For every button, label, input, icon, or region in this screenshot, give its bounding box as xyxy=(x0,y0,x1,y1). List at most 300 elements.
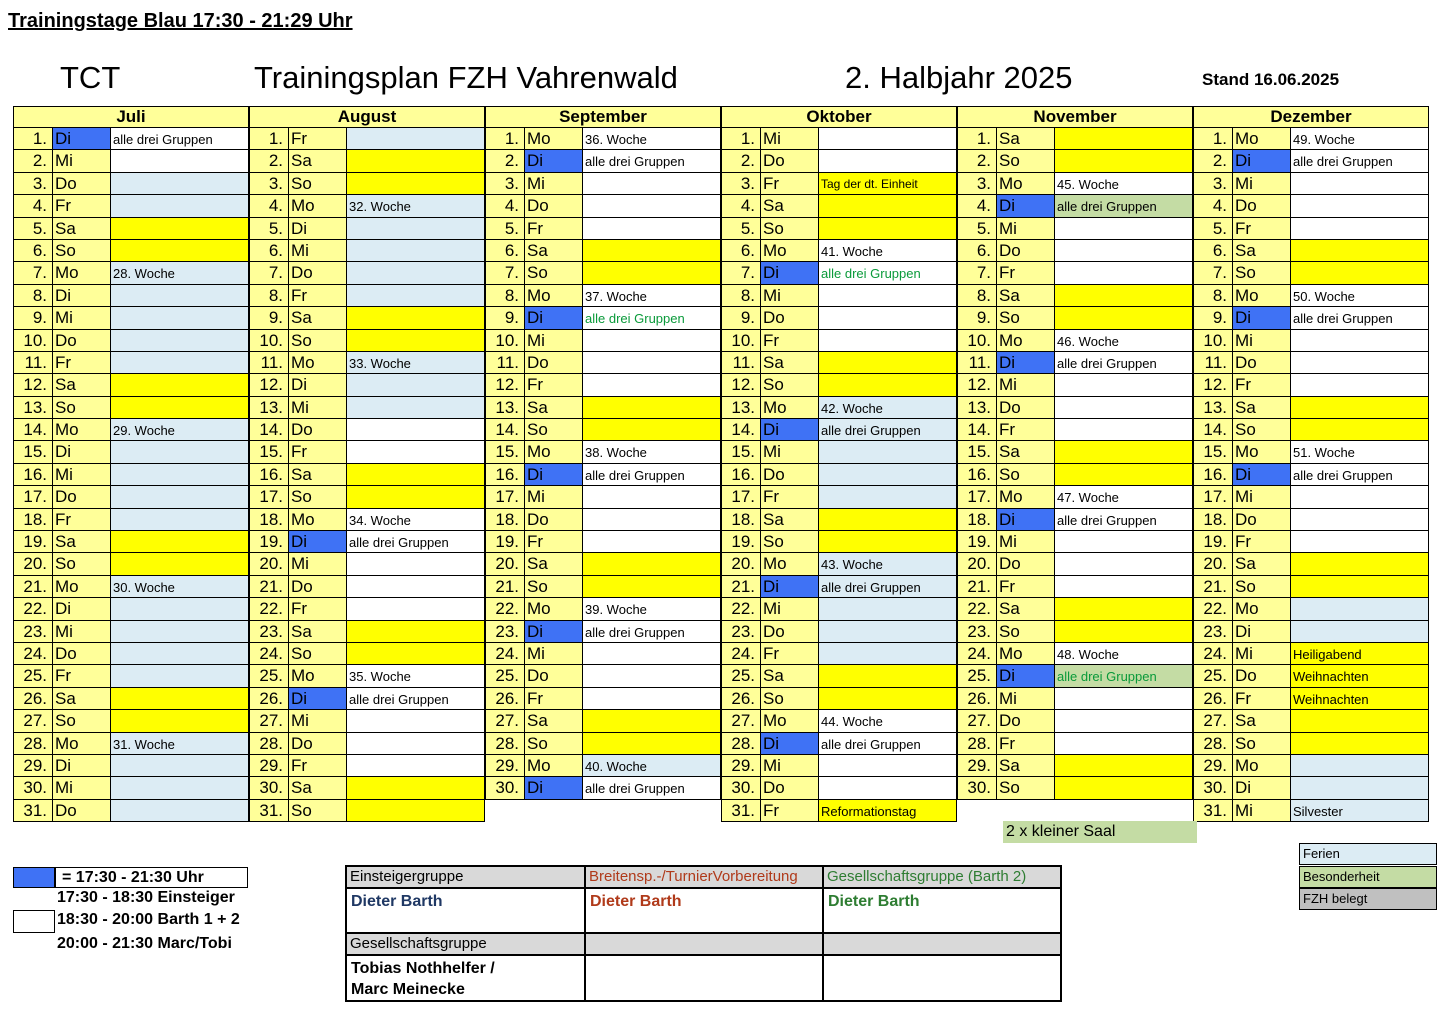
day-note xyxy=(347,800,485,822)
day-number: 12. xyxy=(957,374,997,396)
day-note: alle drei Gruppen xyxy=(583,621,721,643)
day-note xyxy=(347,240,485,262)
weekday: Mo xyxy=(525,128,583,150)
weekday: Sa xyxy=(289,464,347,486)
day-row xyxy=(721,755,957,777)
day-number: 21. xyxy=(485,576,525,598)
day-number: 26. xyxy=(249,688,289,710)
time-line-einsteiger: 17:30 - 18:30 Einsteiger xyxy=(57,889,235,906)
day-number: 18. xyxy=(1193,509,1233,531)
day-number: 14. xyxy=(721,419,761,441)
day-number: 15. xyxy=(1193,441,1233,463)
weekday: Sa xyxy=(525,240,583,262)
month-column-september xyxy=(485,106,721,822)
training-day-color-key xyxy=(13,867,55,888)
weekday: Mi xyxy=(525,643,583,665)
weekday: Mo xyxy=(997,643,1055,665)
weekday: Mi xyxy=(525,330,583,352)
day-row xyxy=(957,509,1193,531)
weekday: Do xyxy=(1233,665,1291,687)
weekday: Do xyxy=(997,710,1055,732)
day-note xyxy=(1291,218,1429,240)
weekday: So xyxy=(761,688,819,710)
day-note xyxy=(111,643,249,665)
day-row xyxy=(485,733,721,755)
weekday: Sa xyxy=(761,195,819,217)
day-row xyxy=(1193,688,1429,710)
legend-fzh-belegt: FZH belegt xyxy=(1299,888,1437,910)
day-number: 28. xyxy=(13,733,53,755)
day-row xyxy=(13,330,249,352)
weekday: Mo xyxy=(1233,441,1291,463)
day-row xyxy=(957,486,1193,508)
weekday: Do xyxy=(1233,195,1291,217)
day-number: 12. xyxy=(721,374,761,396)
day-row xyxy=(485,553,721,575)
day-row xyxy=(957,553,1193,575)
group-trainer-gesellschaft-barth: Dieter Barth xyxy=(824,889,1060,934)
day-row xyxy=(957,441,1193,463)
day-row xyxy=(721,553,957,575)
stand-date: Stand 16.06.2025 xyxy=(1202,70,1340,89)
weekday: Fr xyxy=(53,352,111,374)
weekday: Mi xyxy=(53,150,111,172)
day-note xyxy=(1291,509,1429,531)
day-row xyxy=(957,195,1193,217)
day-note: 34. Woche xyxy=(347,509,485,531)
day-note xyxy=(583,665,721,687)
day-number: 12. xyxy=(485,374,525,396)
day-row xyxy=(721,352,957,374)
day-note xyxy=(111,397,249,419)
weekday: Mo xyxy=(289,352,347,374)
day-row xyxy=(1193,643,1429,665)
weekday: So xyxy=(761,531,819,553)
day-row xyxy=(957,464,1193,486)
weekday: Mi xyxy=(289,240,347,262)
day-number: 4. xyxy=(721,195,761,217)
day-row xyxy=(1193,419,1429,441)
month-header: Oktober xyxy=(721,106,957,128)
day-number: 16. xyxy=(957,464,997,486)
day-number: 24. xyxy=(1193,643,1233,665)
day-note xyxy=(819,441,957,463)
day-row xyxy=(249,665,485,687)
day-number: 31. xyxy=(721,800,761,822)
day-row xyxy=(957,397,1193,419)
weekday: Mo xyxy=(1233,598,1291,620)
day-note xyxy=(583,486,721,508)
day-row xyxy=(721,128,957,150)
day-note xyxy=(819,643,957,665)
day-note: 32. Woche xyxy=(347,195,485,217)
day-number: 5. xyxy=(13,218,53,240)
day-row xyxy=(721,150,957,172)
weekday: So xyxy=(289,330,347,352)
day-number: 11. xyxy=(1193,352,1233,374)
day-number: 10. xyxy=(249,330,289,352)
day-note: alle drei Gruppen xyxy=(347,688,485,710)
weekday: Mi xyxy=(761,285,819,307)
day-number: 16. xyxy=(249,464,289,486)
weekday: Fr xyxy=(53,195,111,217)
weekday: Di xyxy=(53,285,111,307)
day-number: 6. xyxy=(249,240,289,262)
day-number: 21. xyxy=(249,576,289,598)
day-note xyxy=(819,352,957,374)
day-note xyxy=(819,128,957,150)
day-note xyxy=(819,195,957,217)
day-note: alle drei Gruppen xyxy=(819,419,957,441)
day-note xyxy=(583,218,721,240)
day-row xyxy=(957,419,1193,441)
weekday: Mi xyxy=(525,173,583,195)
day-note xyxy=(819,464,957,486)
weekday-training: Di xyxy=(525,307,583,329)
day-row xyxy=(721,262,957,284)
day-note xyxy=(1055,419,1193,441)
weekday: Do xyxy=(289,576,347,598)
day-number: 25. xyxy=(1193,665,1233,687)
day-number: 11. xyxy=(721,352,761,374)
weekday: Do xyxy=(761,307,819,329)
weekday: Mo xyxy=(997,486,1055,508)
day-number: 5. xyxy=(957,218,997,240)
group-header-einsteiger: Einsteigergruppe xyxy=(347,867,586,889)
day-number: 16. xyxy=(13,464,53,486)
day-row xyxy=(249,710,485,732)
day-number: 17. xyxy=(249,486,289,508)
weekday: Mi xyxy=(1233,330,1291,352)
weekday: Fr xyxy=(53,665,111,687)
weekday: Sa xyxy=(761,665,819,687)
day-number: 12. xyxy=(249,374,289,396)
day-note xyxy=(1291,755,1429,777)
weekday: So xyxy=(997,777,1055,799)
weekday: Mo xyxy=(761,397,819,419)
day-note xyxy=(1291,531,1429,553)
month-header: Dezember xyxy=(1193,106,1429,128)
day-note xyxy=(1291,397,1429,419)
day-row xyxy=(957,128,1193,150)
day-row xyxy=(1193,665,1429,687)
weekday: So xyxy=(761,374,819,396)
day-number: 9. xyxy=(485,307,525,329)
day-number: 10. xyxy=(1193,330,1233,352)
weekday: Mo xyxy=(1233,128,1291,150)
day-note xyxy=(1055,285,1193,307)
day-number: 29. xyxy=(13,755,53,777)
weekday: Mi xyxy=(761,441,819,463)
weekday: Mi xyxy=(289,397,347,419)
weekday: Fr xyxy=(525,218,583,240)
weekday: So xyxy=(997,621,1055,643)
weekday: Fr xyxy=(761,486,819,508)
weekday: Sa xyxy=(997,755,1055,777)
weekday: Sa xyxy=(53,218,111,240)
day-number: 19. xyxy=(1193,531,1233,553)
day-note xyxy=(583,173,721,195)
day-note xyxy=(1291,262,1429,284)
top-title: Trainingstage Blau 17:30 - 21:29 Uhr xyxy=(8,10,353,32)
day-note xyxy=(1291,553,1429,575)
day-note xyxy=(347,397,485,419)
day-row xyxy=(249,755,485,777)
weekday: Mi xyxy=(289,553,347,575)
day-number: 25. xyxy=(485,665,525,687)
day-number: 15. xyxy=(721,441,761,463)
day-note xyxy=(1055,710,1193,732)
day-row xyxy=(957,688,1193,710)
day-number: 5. xyxy=(1193,218,1233,240)
day-number: 16. xyxy=(721,464,761,486)
weekday: So xyxy=(1233,733,1291,755)
day-row xyxy=(721,307,957,329)
day-note xyxy=(583,240,721,262)
day-note xyxy=(1055,553,1193,575)
weekday-training: Di xyxy=(761,262,819,284)
weekday: Do xyxy=(53,486,111,508)
weekday: Fr xyxy=(289,128,347,150)
day-row xyxy=(485,665,721,687)
weekday: Sa xyxy=(761,509,819,531)
day-number: 3. xyxy=(249,173,289,195)
day-number: 31. xyxy=(13,800,53,822)
day-note xyxy=(819,218,957,240)
day-row xyxy=(1193,262,1429,284)
day-note xyxy=(1055,777,1193,799)
day-note xyxy=(1291,374,1429,396)
day-note xyxy=(819,598,957,620)
day-number: 27. xyxy=(13,710,53,732)
weekday: Mi xyxy=(525,486,583,508)
day-row xyxy=(1193,173,1429,195)
month-header: August xyxy=(249,106,485,128)
weekday: Fr xyxy=(1233,688,1291,710)
day-note: 42. Woche xyxy=(819,397,957,419)
weekday: Sa xyxy=(53,374,111,396)
day-row xyxy=(721,643,957,665)
day-row xyxy=(13,307,249,329)
weekday: Mo xyxy=(761,553,819,575)
day-number: 8. xyxy=(485,285,525,307)
day-number: 5. xyxy=(249,218,289,240)
day-row xyxy=(13,621,249,643)
day-note: 50. Woche xyxy=(1291,285,1429,307)
weekday: Do xyxy=(525,352,583,374)
weekday: Mi xyxy=(1233,486,1291,508)
weekday: So xyxy=(997,307,1055,329)
weekday: Fr xyxy=(525,531,583,553)
day-row xyxy=(1193,531,1429,553)
day-note xyxy=(583,531,721,553)
day-note xyxy=(1055,307,1193,329)
day-number: 6. xyxy=(1193,240,1233,262)
day-row xyxy=(957,576,1193,598)
day-row xyxy=(13,531,249,553)
day-number: 11. xyxy=(485,352,525,374)
day-row xyxy=(957,352,1193,374)
day-note: alle drei Gruppen xyxy=(1055,195,1193,217)
day-row xyxy=(485,419,721,441)
day-number: 22. xyxy=(13,598,53,620)
group-trainer-einsteiger: Dieter Barth xyxy=(347,889,586,934)
day-note xyxy=(347,576,485,598)
day-number: 7. xyxy=(957,262,997,284)
day-number: 25. xyxy=(721,665,761,687)
day-number: 2. xyxy=(485,150,525,172)
day-note xyxy=(347,419,485,441)
day-row xyxy=(13,553,249,575)
day-number: 14. xyxy=(957,419,997,441)
day-note xyxy=(583,688,721,710)
day-number: 17. xyxy=(13,486,53,508)
weekday-training: Di xyxy=(761,419,819,441)
day-number: 24. xyxy=(249,643,289,665)
weekday: Sa xyxy=(289,777,347,799)
day-row xyxy=(1193,464,1429,486)
day-note: Silvester xyxy=(1291,800,1429,822)
day-number: 24. xyxy=(485,643,525,665)
weekday: Fr xyxy=(997,262,1055,284)
day-number: 25. xyxy=(957,665,997,687)
day-note: 33. Woche xyxy=(347,352,485,374)
day-note xyxy=(1291,352,1429,374)
day-row xyxy=(485,195,721,217)
weekday: Mo xyxy=(53,262,111,284)
weekday-training: Di xyxy=(1233,464,1291,486)
day-row xyxy=(13,509,249,531)
day-note: 46. Woche xyxy=(1055,330,1193,352)
day-note: 29. Woche xyxy=(111,419,249,441)
day-row xyxy=(13,643,249,665)
day-note xyxy=(111,553,249,575)
day-number: 21. xyxy=(1193,576,1233,598)
day-note: 28. Woche xyxy=(111,262,249,284)
day-note: alle drei Gruppen xyxy=(819,576,957,598)
day-note xyxy=(583,710,721,732)
day-number: 22. xyxy=(721,598,761,620)
day-number: 8. xyxy=(957,285,997,307)
group-trainer-empty-2 xyxy=(586,956,824,1000)
day-row xyxy=(1193,777,1429,799)
day-row xyxy=(13,755,249,777)
day-number: 24. xyxy=(721,643,761,665)
day-number: 20. xyxy=(249,553,289,575)
day-number: 1. xyxy=(485,128,525,150)
day-note xyxy=(111,352,249,374)
day-number: 14. xyxy=(1193,419,1233,441)
weekday-training: Di xyxy=(1233,150,1291,172)
day-note: alle drei Gruppen xyxy=(111,128,249,150)
weekday: Mo xyxy=(525,441,583,463)
day-row xyxy=(13,598,249,620)
weekday-training: Di xyxy=(525,464,583,486)
day-number: 16. xyxy=(485,464,525,486)
day-row xyxy=(1193,374,1429,396)
day-row xyxy=(249,419,485,441)
weekday: Sa xyxy=(525,397,583,419)
weekday: So xyxy=(1233,262,1291,284)
day-note xyxy=(1055,374,1193,396)
day-row xyxy=(249,688,485,710)
day-row xyxy=(1193,397,1429,419)
day-number: 9. xyxy=(1193,307,1233,329)
group-trainer-breitensport: Dieter Barth xyxy=(586,889,824,934)
day-number: 3. xyxy=(1193,173,1233,195)
day-note: alle drei Gruppen xyxy=(1055,509,1193,531)
day-number: 9. xyxy=(13,307,53,329)
day-row xyxy=(485,486,721,508)
weekday: Mo xyxy=(997,173,1055,195)
day-row xyxy=(957,240,1193,262)
day-number: 17. xyxy=(485,486,525,508)
day-number: 23. xyxy=(485,621,525,643)
day-row xyxy=(721,509,957,531)
day-note xyxy=(347,330,485,352)
day-note xyxy=(111,150,249,172)
day-number: 3. xyxy=(485,173,525,195)
day-number: 4. xyxy=(1193,195,1233,217)
day-number: 30. xyxy=(13,777,53,799)
day-row xyxy=(957,531,1193,553)
day-note xyxy=(819,307,957,329)
day-row xyxy=(1193,486,1429,508)
day-row xyxy=(485,598,721,620)
day-row xyxy=(721,710,957,732)
day-note: 31. Woche xyxy=(111,733,249,755)
day-note xyxy=(583,374,721,396)
day-number: 23. xyxy=(13,621,53,643)
group-header-empty-3 xyxy=(824,934,1060,956)
day-row xyxy=(721,330,957,352)
day-row xyxy=(13,352,249,374)
day-row xyxy=(485,330,721,352)
day-note xyxy=(819,330,957,352)
day-number: 22. xyxy=(957,598,997,620)
day-number: 9. xyxy=(721,307,761,329)
day-row xyxy=(485,352,721,374)
day-row xyxy=(1193,441,1429,463)
day-note: Weihnachten xyxy=(1291,688,1429,710)
day-number: 25. xyxy=(13,665,53,687)
day-note xyxy=(347,598,485,620)
day-note xyxy=(111,486,249,508)
weekday: Mo xyxy=(53,419,111,441)
day-note xyxy=(111,777,249,799)
day-number: 1. xyxy=(957,128,997,150)
legend-besonderheit: Besonderheit xyxy=(1299,866,1437,888)
day-row xyxy=(1193,755,1429,777)
day-note xyxy=(583,419,721,441)
day-row xyxy=(957,218,1193,240)
day-number: 29. xyxy=(957,755,997,777)
day-number: 8. xyxy=(721,285,761,307)
day-number: 13. xyxy=(13,397,53,419)
month-column-november xyxy=(957,106,1193,822)
day-number: 12. xyxy=(1193,374,1233,396)
weekday: Do xyxy=(289,419,347,441)
day-note xyxy=(819,755,957,777)
day-note xyxy=(111,531,249,553)
month-column-oktober xyxy=(721,106,957,822)
day-note xyxy=(347,150,485,172)
weekday: Mo xyxy=(289,509,347,531)
day-note xyxy=(819,688,957,710)
weekday: Di xyxy=(53,598,111,620)
day-row xyxy=(1193,800,1429,822)
day-row xyxy=(721,419,957,441)
